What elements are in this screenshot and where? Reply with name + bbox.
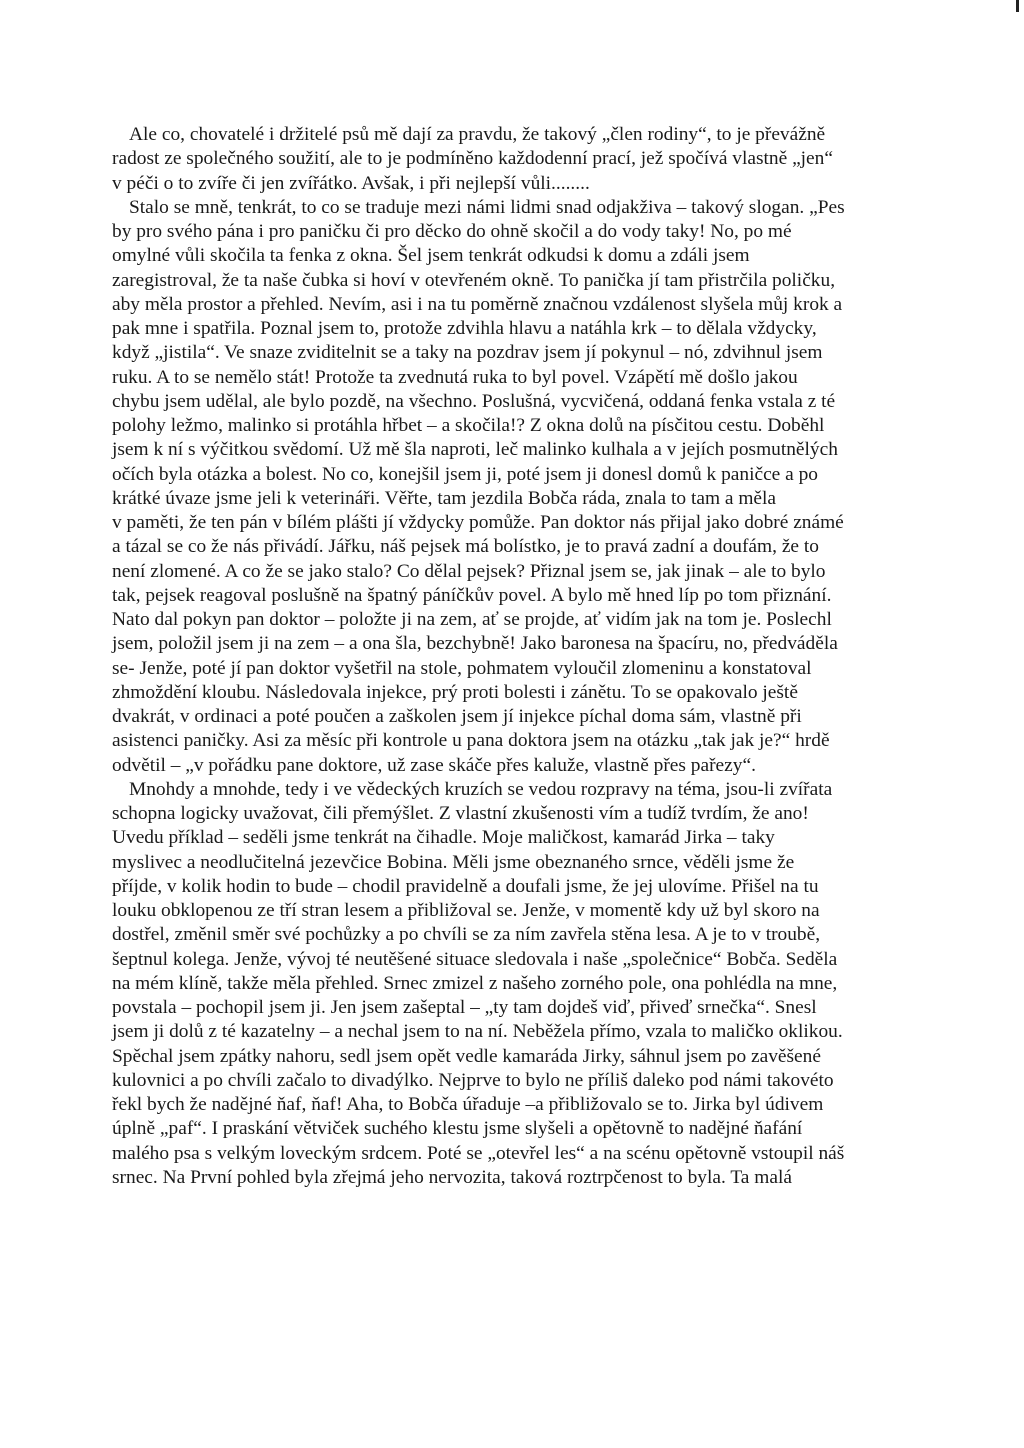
- text-line: Nato dal pokyn pan doktor – položte ji na zem, ať se projde, ať vidím jak na tom je. Poslechl: [112, 609, 832, 630]
- text-line: myslivec a neodlučitelná jezevčice Bobina. Měli jsme obeznaného srnce, věděli jsme že: [112, 851, 795, 873]
- text-line: tak, pejsek reagoval poslušně na špatný páníčkův povel. A bylo mě hned líp po tom přiznání.: [112, 584, 832, 606]
- text-line: když „jistila“. Ve snaze zviditelnit se a taky na pozdrav jsem jí pokynul – nó, zdvihnul jsem: [112, 342, 823, 364]
- text-line: dvakrát, v ordinaci a poté poučen a zaškolen jsem jí injekce píchal doma sám, vlastně při: [112, 706, 802, 727]
- text-line: pak mne i spatřila. Poznal jsem to, protože zdvihla hlavu a natáhla krk – to dělala vždycky,: [112, 318, 817, 339]
- text-line: na mém klíně, takže měla přehled. Srnec zmizel z našeho zorného pole, ona pohlédla na mne,: [112, 972, 838, 994]
- text-line: řekl bych že nadějné ňaf, ňaf! Aha, to Bobča úřaduje –a přibližovalo se to. Jirka byl údivem: [112, 1094, 824, 1115]
- text-line: a tázal se co že nás přivádí. Jářku, náš pejsek má bolístko, je to pravá zadní a doufám, že to: [112, 536, 819, 558]
- text-line: Spěchal jsem zpátky nahoru, sedl jsem opět vedle kamaráda Jirky, sáhnul jsem po zavěšené: [112, 1045, 821, 1067]
- text-line: šeptnul kolega. Jenže, vývoj té neutěšené situace sledovala i naše „společnice“ Bobča. Seděla: [112, 948, 838, 970]
- text-line: Stalo se mně, tenkrát, to co se traduje mezi námi lidmi snad odjakživa – takový slogan. „Pes: [129, 196, 845, 218]
- scan-edge-mark: [1016, 0, 1019, 12]
- text-line: jsem, položil jsem ji na zem – a ona šla, bezchybně! Jako baronesa na špacíru, no, předváděla: [112, 633, 838, 655]
- text-line: v paměti, že ten pán v bílém plášti jí vždycky pomůže. Pan doktor nás přijal jako dobré známé: [112, 512, 844, 533]
- text-line: odvětil – „v pořádku pane doktore, už zase skáče přes kaluže, vlastně přes pařezy“.: [112, 754, 756, 776]
- text-line: srnec. Na První pohled byla zřejmá jeho nervozita, taková roztrpčenost to byla. Ta malá: [112, 1166, 792, 1188]
- text-line: Ale co, chovatelé i držitelé psů mě dají za pravdu, že takový „člen rodiny“, to je převážně: [129, 124, 826, 145]
- text-line: Mnohdy a mnohde, tedy i ve vědeckých kruzích se vedou rozpravy na téma, jsou-li zvířata: [129, 778, 833, 800]
- text-line: jsem k ní s výčitkou svědomí. Už mě šla naproti, leč malinko kulhala a v jejích posmutnělých: [112, 439, 838, 461]
- text-line: není zlomené. A co že se jako stalo? Co dělal pejsek? Přiznal jsem se, jak jinak – ale to bylo: [112, 560, 826, 582]
- text-line: omylné vůli skočila ta fenka z okna. Šel jsem tenkrát odkudsi k domu a zdáli jsem: [112, 245, 750, 267]
- text-line: kulovnici a po chvíli začalo to divadýlko. Nejprve to bylo ne příliš daleko pod námi takovéto: [112, 1069, 834, 1091]
- text-line: by pro svého pána i pro paničku či pro děcko do ohně skočil a do vody taky! No, po mé: [112, 221, 792, 242]
- text-line: v péči o to zvíře či jen zvířátko. Avšak, i při nejlepší vůli........: [112, 172, 590, 194]
- text-line: aby měla prostor a přehled. Nevím, asi i na tu poměrně značnou vzdálenost slyšela můj krok a: [112, 293, 843, 315]
- text-line: příjde, v kolik hodin to bude – chodil pravidelně a doufali jsme, že jej ulovíme. Přišel na tu: [112, 875, 819, 897]
- text-line: louku obklopenou ze tří stran lesem a přibližoval se. Jenže, v momentě kdy už byl skoro na: [112, 900, 820, 921]
- text-line: radost ze společného soužití, ale to je podmíněno každodenní prací, jež spočívá vlastně „jen“: [112, 148, 833, 170]
- text-line: Uvedu příklad – seděli jsme tenkrát na čihadle. Moje maličkost, kamarád Jirka – taky: [112, 827, 775, 849]
- text-line: polohy ležmo, malinko si protáhla hřbet – a skočila!? Z okna dolů na písčitou cestu. Doběhl: [112, 415, 825, 436]
- text-line: jsem ji dolů z té kazatelny – a nechal jsem to na ní. Neběžela přímo, vzala to maličko oklikou.: [112, 1021, 843, 1043]
- text-line: malého psa s velkým loveckým srdcem. Poté se „otevřel les“ a na scénu opětovně vstoupil náš: [112, 1142, 845, 1164]
- text-line: zaregistroval, že ta naše čubka si hoví v otevřeném okně. To panička jí tam přistrčila poličku,: [112, 269, 836, 291]
- text-line: schopna logicky uvažovat, čili přemýšlet. Z vlastní zkušenosti vím a tudíž tvrdím, že ano!: [112, 803, 809, 824]
- body-text: [112, 123, 912, 1190]
- text-line: úplně „paf“. I praskání větviček suchého klestu jsme slyšeli a opětovně to nadějné ňafání: [112, 1118, 803, 1140]
- text-line: chybu jsem udělal, ale bylo pozdě, na všechno. Poslušná, vycvičená, oddaná fenka vstala z té: [112, 390, 836, 412]
- text-line: dostřel, změnil směr své pochůzky a po chvíli se za ním zavřela stěna lesa. A je to v troubě,: [112, 924, 821, 946]
- text-line: očích byla otázka a bolest. No co, konejšil jsem ji, poté jsem ji donesl domů k paničce a po: [112, 463, 818, 485]
- text-line: krátké úvaze jsme jeli k veterináři. Věřte, tam jezdila Bobča ráda, znala to tam a měla: [112, 487, 777, 509]
- text-line: ruku. A to se nemělo stát! Protože ta zvednutá ruka to byl povel. Vzápětí mě došlo jakou: [112, 366, 798, 388]
- text-line: povstala – pochopil jsem ji. Jen jsem zašeptal – „ty tam dojdeš viď, přiveď srnečka“. Snesl: [112, 997, 817, 1018]
- text-line: asistenci paničky. Asi za měsíc při kontrole u pana doktora jsem na otázku „tak jak je?“ hrdě: [112, 730, 830, 752]
- text-line: zhmoždění kloubu. Následovala injekce, prý proti bolesti i zánětu. To se opakovalo ještě: [112, 681, 798, 703]
- text-line: se- Jenže, poté jí pan doktor vyšetřil na stole, pohmatem vyloučil zlomeninu a konstatoval: [112, 657, 812, 679]
